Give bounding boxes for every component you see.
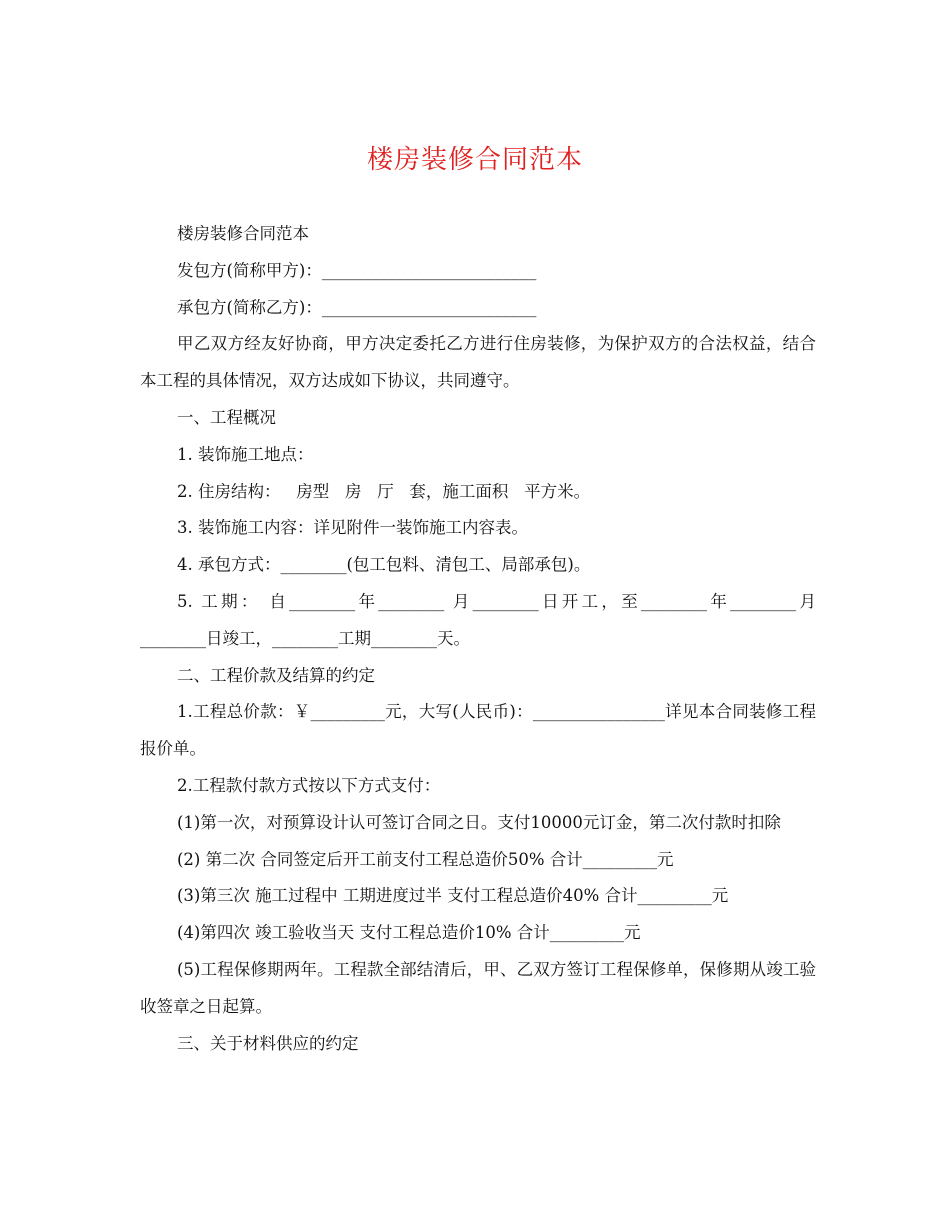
paragraph: 4. 承包方式：________(包工包料、清包工、局部承包)。 xyxy=(177,555,591,575)
section-heading: 一、工程概况 xyxy=(177,407,276,427)
paragraph: 1. 装饰施工地点： xyxy=(177,444,314,464)
section-heading: 二、工程价款及结算的约定 xyxy=(177,665,375,685)
paragraph: 2. 住房结构： 房型 房 厅 套，施工面积 平方米。 xyxy=(177,481,591,501)
section-heading: 三、关于材料供应的约定 xyxy=(177,1033,359,1053)
paragraph: (1)第一次，对预算设计认可签订合同之日。支付10000元订金，第二次付款时扣除 xyxy=(177,812,781,832)
paragraph: 甲乙双方经友好协商，甲方决定委托乙方进行住房装修，为保护双方的合法权益，结合本工程的具体情况，双方达成如下协议，共同遵守。 xyxy=(140,334,816,391)
paragraph: 1.工程总价款：￥_________元，大写(人民币)：________________详见本合同装修工程报价单。 xyxy=(140,702,816,759)
paragraph: (5)工程保修期两年。工程款全部结清后，甲、乙双方签订工程保修单，保修期从竣工验收签章之日起算。 xyxy=(140,959,816,1016)
paragraph: (2) 第二次 合同签定后开工前支付工程总造价50% 合计_________元 xyxy=(177,849,674,869)
document-title: 楼房装修合同范本 xyxy=(366,145,583,175)
paragraph: 3. 装饰施工内容：详见附件一装饰施工内容表。 xyxy=(177,518,528,538)
paragraph: 楼房装修合同范本 xyxy=(177,224,309,243)
paragraph: 发包方(简称甲方)：__________________________ xyxy=(177,260,537,280)
document-body xyxy=(140,216,816,1062)
paragraph: 2.工程款付款方式按以下方式支付： xyxy=(177,775,441,795)
paragraph: (3)第三次 施工过程中 工期进度过半 支付工程总造价40% 合计_________元 xyxy=(177,886,729,906)
paragraph: 承包方(简称乙方)：__________________________ xyxy=(177,297,537,317)
paragraph: 5. 工期： 自________年________ 月________日开工，至________年________月________日竣工，________工期________天。 xyxy=(140,591,816,648)
paragraph: (4)第四次 竣工验收当天 支付工程总造价10% 合计_________元 xyxy=(177,923,641,943)
